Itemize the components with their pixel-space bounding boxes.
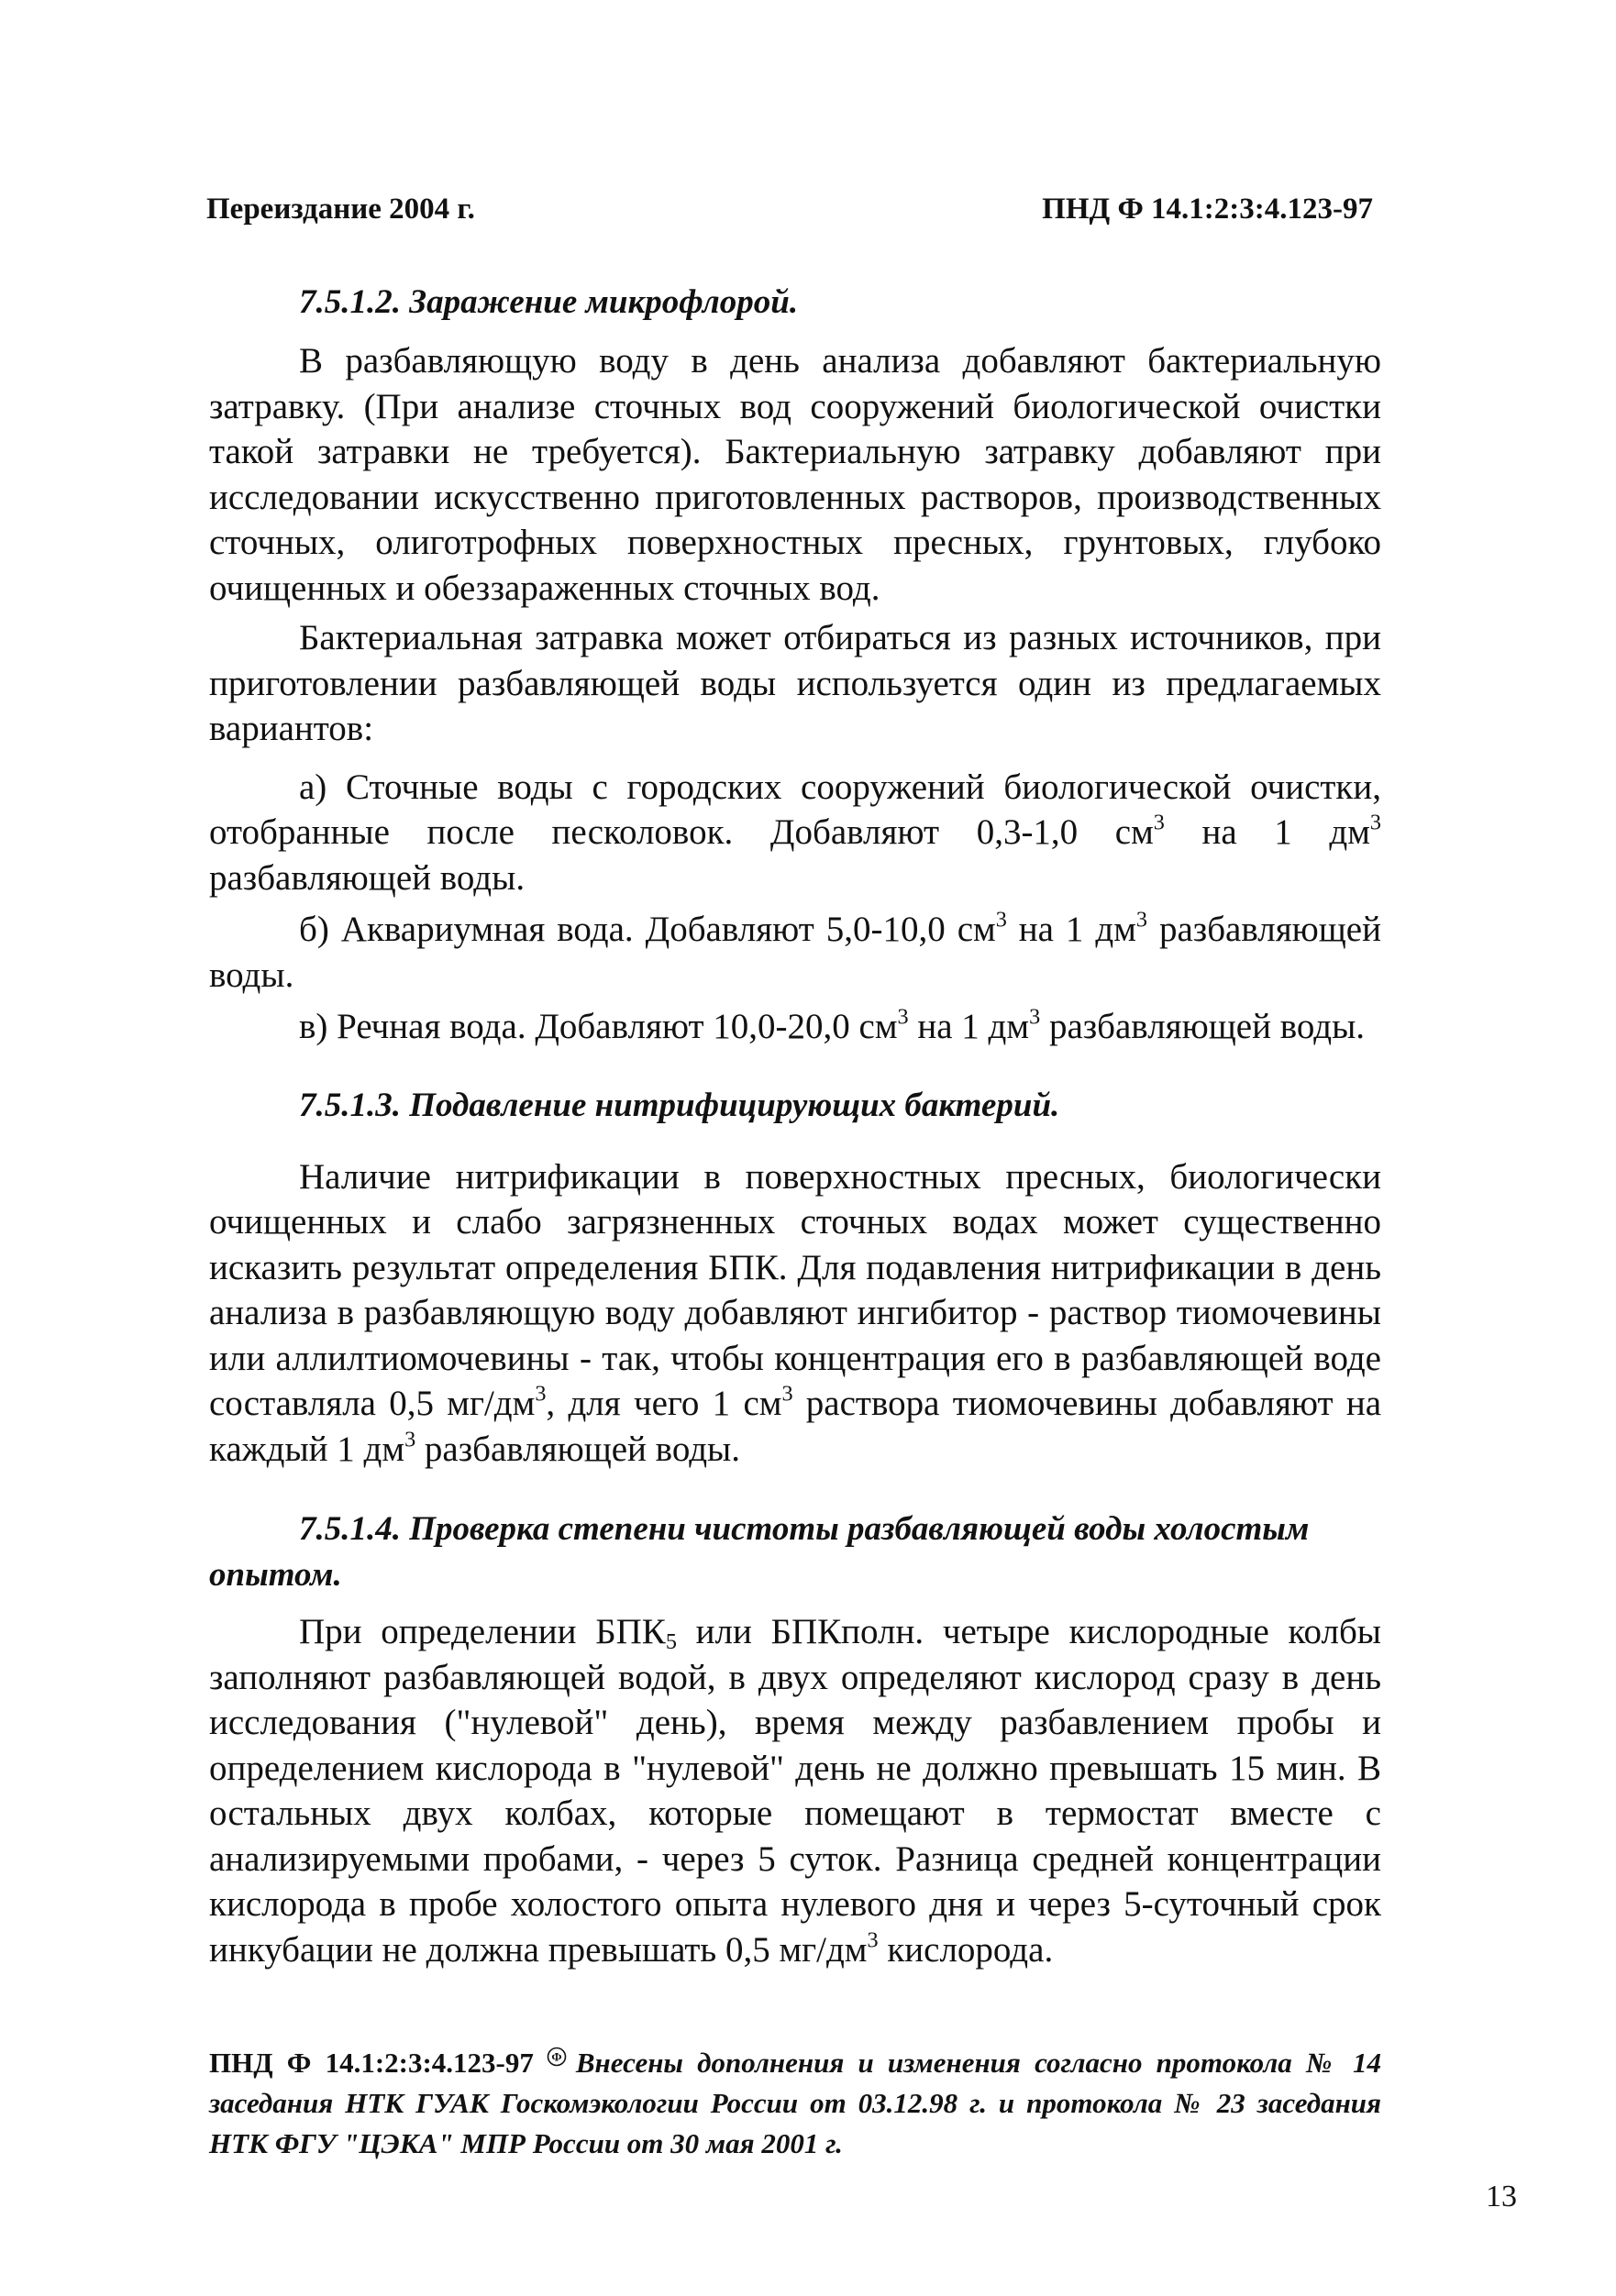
section-microflora xyxy=(209,280,1381,1050)
header-document-code: ПНД Ф 14.1:2:3:4.123-97 xyxy=(1042,193,1373,226)
document-body xyxy=(209,280,1381,1972)
paragraph: При определении $БПК_5$ или БПКполн. четыре кислородные колбы заполняют разбавляющей водой, в двух определяют кислород сразу в день исследования ("нулевой" день), время между разбавлением пробы и определением кислорода в "нулевой" день не должно превышать 15 мин. В остальных двух колбах, которые помещают в термостат вместе с анализируемыми пробами, - через 5 суток. Разница средней концентрации кислорода в пробе холостого опыта нулевого дня и через 5-суточный срок инкубации не должна превышать 0,5 $мг/дм^3$ кислорода. xyxy=(209,1612,1381,1970)
svg-text:Ф: Ф xyxy=(551,2049,562,2064)
header-edition: Переиздание 2004 г. xyxy=(206,193,475,226)
page-number: 13 xyxy=(1486,2180,1517,2213)
section-heading: 7.5.1.4. Проверка степени чистоты разбавляющей воды холостым опытом. xyxy=(209,1510,1310,1594)
footnote-reference: ПНД Ф 14.1:2:3:4.123-97 xyxy=(209,2047,534,2079)
section-nitrification xyxy=(209,1083,1381,1473)
paragraph: В разбавляющую воду в день анализа добавляют бактериальную затравку. (При анализе сточных вод сооружений биологической очистки такой затравки не требуется). Бактериальную затравку добавляют при исследовании искусственно приготовленных растворов, производственных сточных, олиготрофных поверхностных пресных, грунтовых, глубоко очищенных и обеззараженных сточных вод. xyxy=(209,341,1381,608)
list-item-c: в) Речная вода. Добавляют 10,0-20,0 $см^3$ на 1 $дм^3$ разбавляющей воды. xyxy=(299,1004,1366,1046)
paragraph: Наличие нитрификации в поверхностных пресных, биологически очищенных и слабо загрязненных сточных водах может существенно исказить результат определения БПК. Для подавления нитрификации в день анализа в разбавляющую воду добавляют ингибитор - раствор тиомочевины или аллилтиомочевины - так, чтобы концентрация его в разбавляющей воде составляла 0,5 $мг/дм^3$, для чего 1 $см^3$ раствора тиомочевины добавляют на каждый 1 $дм^3$ разбавляющей воды. xyxy=(209,1156,1382,1469)
list-item-a: а) Сточные воды с городских сооружений биологической очистки, отобранные после песколовок. Добавляют 0,3-1,0 $см^3$ на 1 $дм^3$ разбавляющей воды. xyxy=(209,767,1381,898)
circled-f-mark-icon xyxy=(547,2047,567,2067)
section-blank-test xyxy=(209,1507,1381,1972)
list-item-b: б) Аквариумная вода. Добавляют 5,0-10,0 $см^3$ на 1 $дм^3$ разбавляющей воды. xyxy=(209,907,1381,995)
section-heading: 7.5.1.3. Подавление нитрифицирующих бактерий. xyxy=(299,1086,1060,1124)
footnote-text: Внесены дополнения и изменения согласно протокола № 14 заседания НТК ГУАК Госкомэкологии России от 03.12.98 г. и протокола № 23 заседания НТК ФГУ "ЦЭКА" МПР России от 30 мая 2001 г. xyxy=(209,2047,1381,2159)
paragraph: Бактериальная затравка может отбираться из разных источников, при приготовлении разбавляющей воды используется один из предлагаемых вариантов: xyxy=(209,618,1381,748)
section-heading: 7.5.1.2. Заражение микрофлорой. xyxy=(299,283,799,321)
footnote xyxy=(209,2043,1381,2164)
